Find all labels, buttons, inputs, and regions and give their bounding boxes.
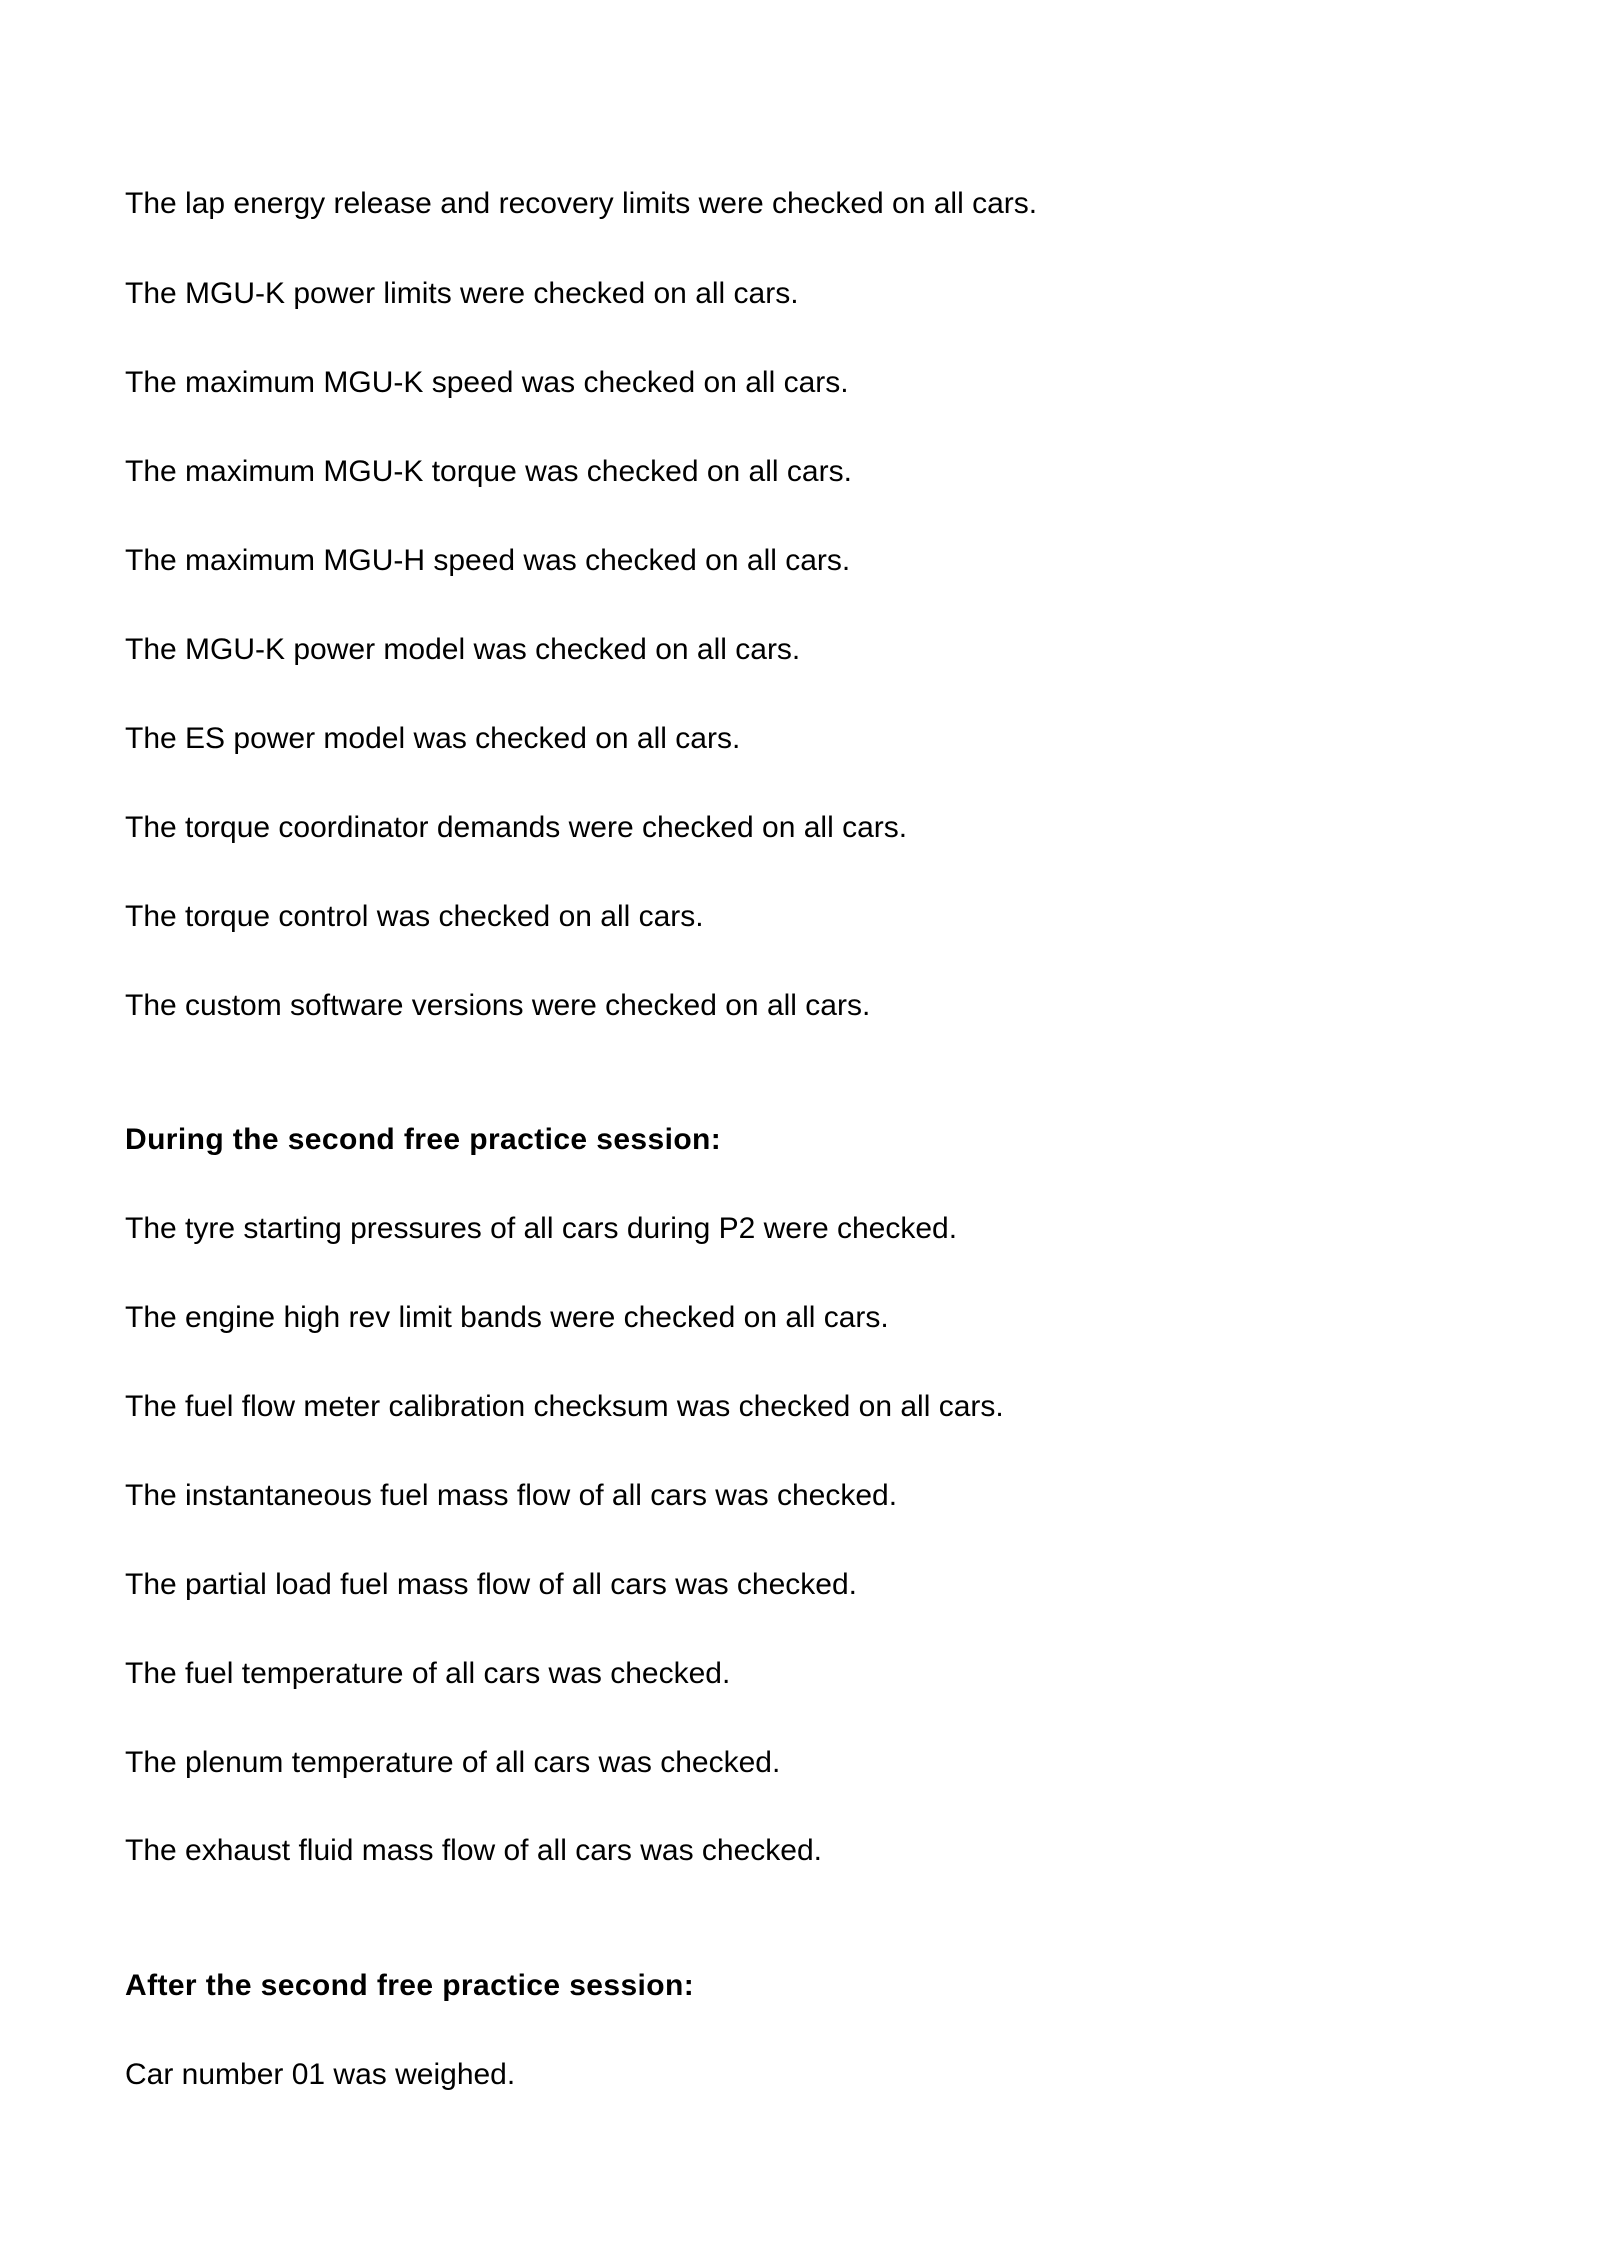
check-line: The exhaust fluid mass flow of all cars was checked. bbox=[125, 1834, 822, 1867]
check-line: The custom software versions were checked on all cars. bbox=[125, 989, 871, 1022]
check-line: The tyre starting pressures of all cars during P2 were checked. bbox=[125, 1212, 958, 1245]
check-line: The fuel flow meter calibration checksum was checked on all cars. bbox=[125, 1390, 1004, 1423]
check-line: Car number 01 was weighed. bbox=[125, 2058, 516, 2091]
section-heading: During the second free practice session: bbox=[125, 1123, 722, 1156]
check-line: The maximum MGU-K torque was checked on all cars. bbox=[125, 455, 852, 488]
check-line: The plenum temperature of all cars was checked. bbox=[125, 1746, 781, 1779]
check-line: The torque coordinator demands were checked on all cars. bbox=[125, 811, 908, 844]
check-line: The MGU-K power model was checked on all cars. bbox=[125, 633, 801, 666]
check-line: The maximum MGU-K speed was checked on all cars. bbox=[125, 366, 849, 399]
check-line: The partial load fuel mass flow of all cars was checked. bbox=[125, 1568, 857, 1601]
check-line: The instantaneous fuel mass flow of all cars was checked. bbox=[125, 1479, 898, 1512]
check-line: The ES power model was checked on all cars. bbox=[125, 722, 741, 755]
check-line: The lap energy release and recovery limits were checked on all cars. bbox=[125, 187, 1038, 220]
check-line: The engine high rev limit bands were checked on all cars. bbox=[125, 1301, 889, 1334]
check-line: The torque control was checked on all cars. bbox=[125, 900, 704, 933]
check-line: The MGU-K power limits were checked on all cars. bbox=[125, 277, 799, 310]
check-line: The fuel temperature of all cars was checked. bbox=[125, 1657, 731, 1690]
section-heading: After the second free practice session: bbox=[125, 1969, 695, 2002]
check-line: The maximum MGU-H speed was checked on all cars. bbox=[125, 544, 851, 577]
